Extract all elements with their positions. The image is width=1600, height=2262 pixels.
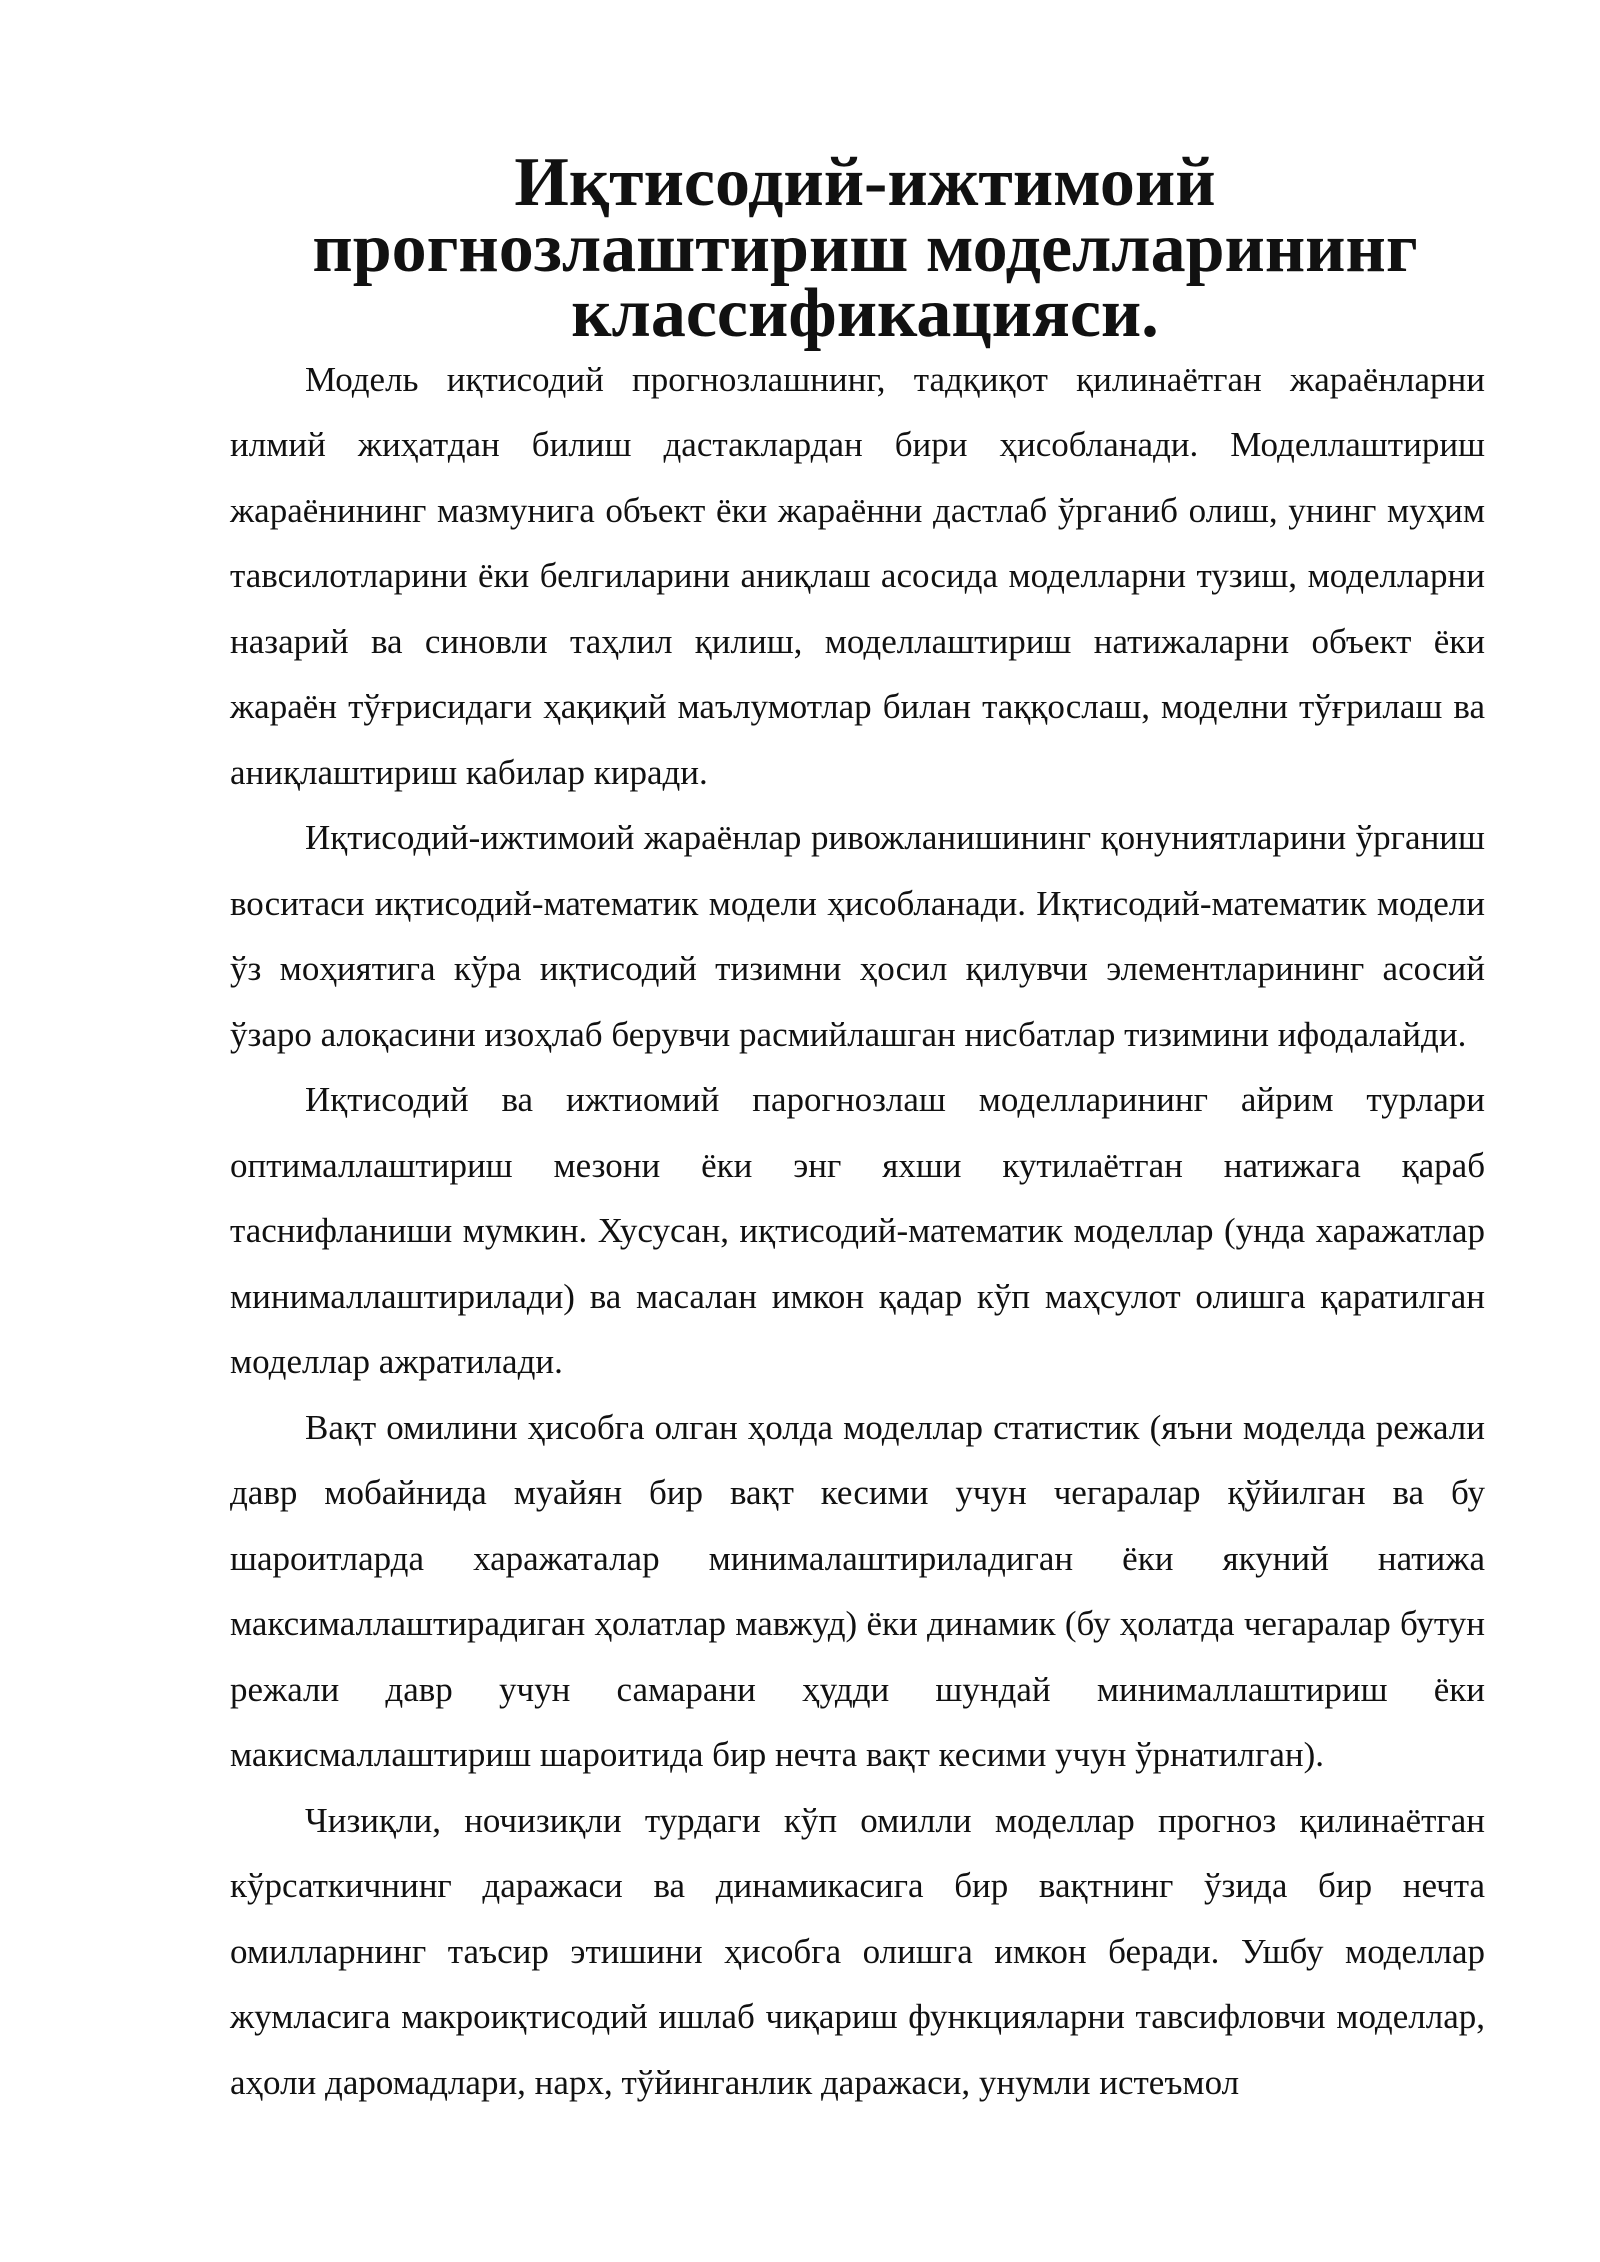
paragraph-3: Иқтисодий ва ижтиомий парогнозлаш моделларининг айрим турлари оптималлаштириш мезони ёки энг яхши кутилаётган натижага қараб таснифланиши мумкин. Хусусан, иқтисодий-математик моделлар (унда харажатлар минималлаштирилади) ва масалан имкон қадар кўп маҳсулот олишга қаратилган моделлар ажратилади. [230,1080,1485,1381]
paragraph-4: Вақт омилини ҳисобга олган ҳолда моделлар статистик (яъни моделда режали давр мобайнида муайян бир вақт кесими учун чегаралар қўйилган ва бу шароитларда харажаталар минималаштириладиган ёки якуний натижа максималлаштирадиган ҳолатлар мавжуд) ёки динамик (бу ҳолатда чегаралар бутун режали давр учун самарани ҳудди шундай минималлаштириш ёки макисмаллаштириш шароитида бир нечта вақт кесими учун ўрнатилган). [230,1407,1485,1774]
paragraph-2: Иқтисодий-ижтимоий жараёнлар ривожланишининг қонуниятларини ўрганиш воситаси иқтисодий-математик модели ҳисобланади. Иқтисодий-математик модели ўз моҳиятига кўра иқтисодий тизимни ҳосил қилувчи элементларининг асосий ўзаро алоқасини изоҳлаб берувчи расмийлашган нисбатлар тизимини ифодалайди. [230,818,1485,1054]
paragraph-1: Модель иқтисодий прогнозлашнинг, тадқиқот қилинаётган жараёнларни илмий жиҳатдан билиш дастаклардан бири ҳисобланади. Моделлаштириш жараёнининг мазмунига объект ёки жараённи дастлаб ўрганиб олиш, унинг муҳим тавсилотларини ёки белгиларини аниқлаш асосида моделларни тузиш, моделларни назарий ва синовли таҳлил қилиш, моделлаштириш натижаларни объект ёки жараён тўғрисидаги ҳақиқий маълумотлар билан таққослаш, моделни тўғрилаш ва аниқлаштириш кабилар киради. [230,359,1485,792]
document-title: Иқтисодий-ижтимоий прогнозлаштириш моделларининг классификацияси. [312,144,1418,352]
document-page [230,144,1485,2115]
paragraph-5: Чизиқли, ночизиқли турдаги кўп омилли моделлар прогноз қилинаётган кўрсаткичнинг даражаси ва динамикасига бир вақтнинг ўзида бир нечта омилларнинг таъсир этишини ҳисобга олишга имкон беради. Ушбу моделлар жумласига макроиқтисодий ишлаб чиқариш функцияларни тавсифловчи моделлар, аҳоли даромадлари, нарх, тўйинганлик даражаси, унумли истеъмол [230,1800,1485,2102]
